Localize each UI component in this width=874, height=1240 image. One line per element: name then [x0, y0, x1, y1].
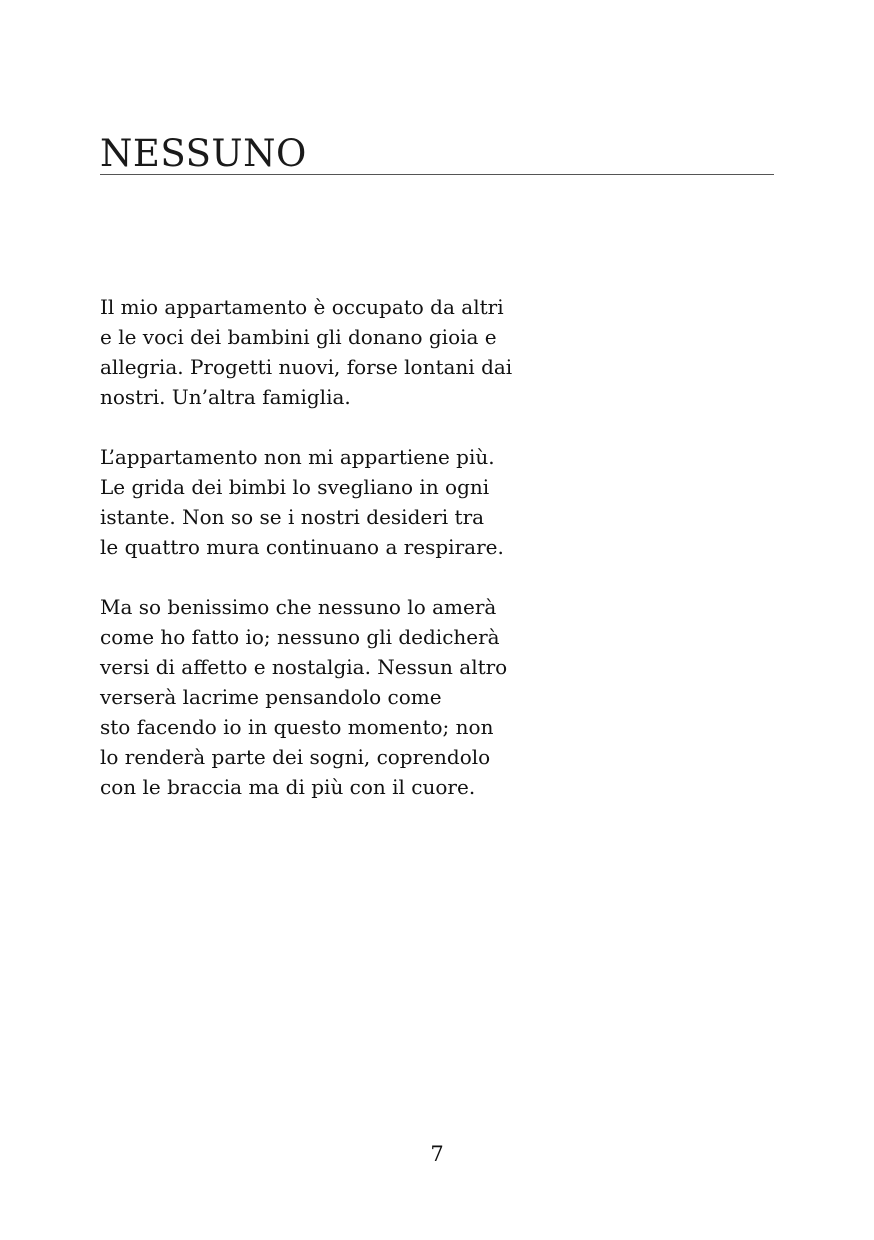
poem-title: NESSUNO	[100, 132, 307, 175]
poem-line: Il mio appartamento è occupato da altri	[100, 295, 504, 319]
page-number: 7	[430, 1142, 444, 1166]
stanza-2	[100, 442, 570, 562]
poem-line: Le grida dei bimbi lo svegliano in ogni	[100, 475, 490, 499]
stanza-1	[100, 292, 570, 412]
poem-line: verserà lacrime pensandolo come	[100, 685, 442, 709]
poem-line: le quattro mura continuano a respirare.	[100, 535, 504, 559]
title-underline	[100, 174, 774, 175]
poem-line: con le braccia ma di più con il cuore.	[100, 775, 476, 799]
poem-line: allegria. Progetti nuovi, forse lontani dai	[100, 355, 513, 379]
poem-line: versi di affetto e nostalgia. Nessun altro	[100, 655, 508, 679]
poem-line: L’appartamento non mi appartiene più.	[100, 445, 495, 469]
poem-body	[100, 292, 570, 832]
stanza-3	[100, 592, 570, 802]
poem-line: come ho fatto io; nessuno gli dedicherà	[100, 625, 500, 649]
poem-line: lo renderà parte dei sogni, coprendolo	[100, 745, 491, 769]
poem-line: nostri. Un’altra famiglia.	[100, 385, 351, 409]
poem-line: e le voci dei bambini gli donano gioia e	[100, 325, 497, 349]
poem-line: istante. Non so se i nostri desideri tra	[100, 505, 485, 529]
poem-line: Ma so benissimo che nessuno lo amerà	[100, 595, 497, 619]
poem-line: sto facendo io in questo momento; non	[100, 715, 494, 739]
